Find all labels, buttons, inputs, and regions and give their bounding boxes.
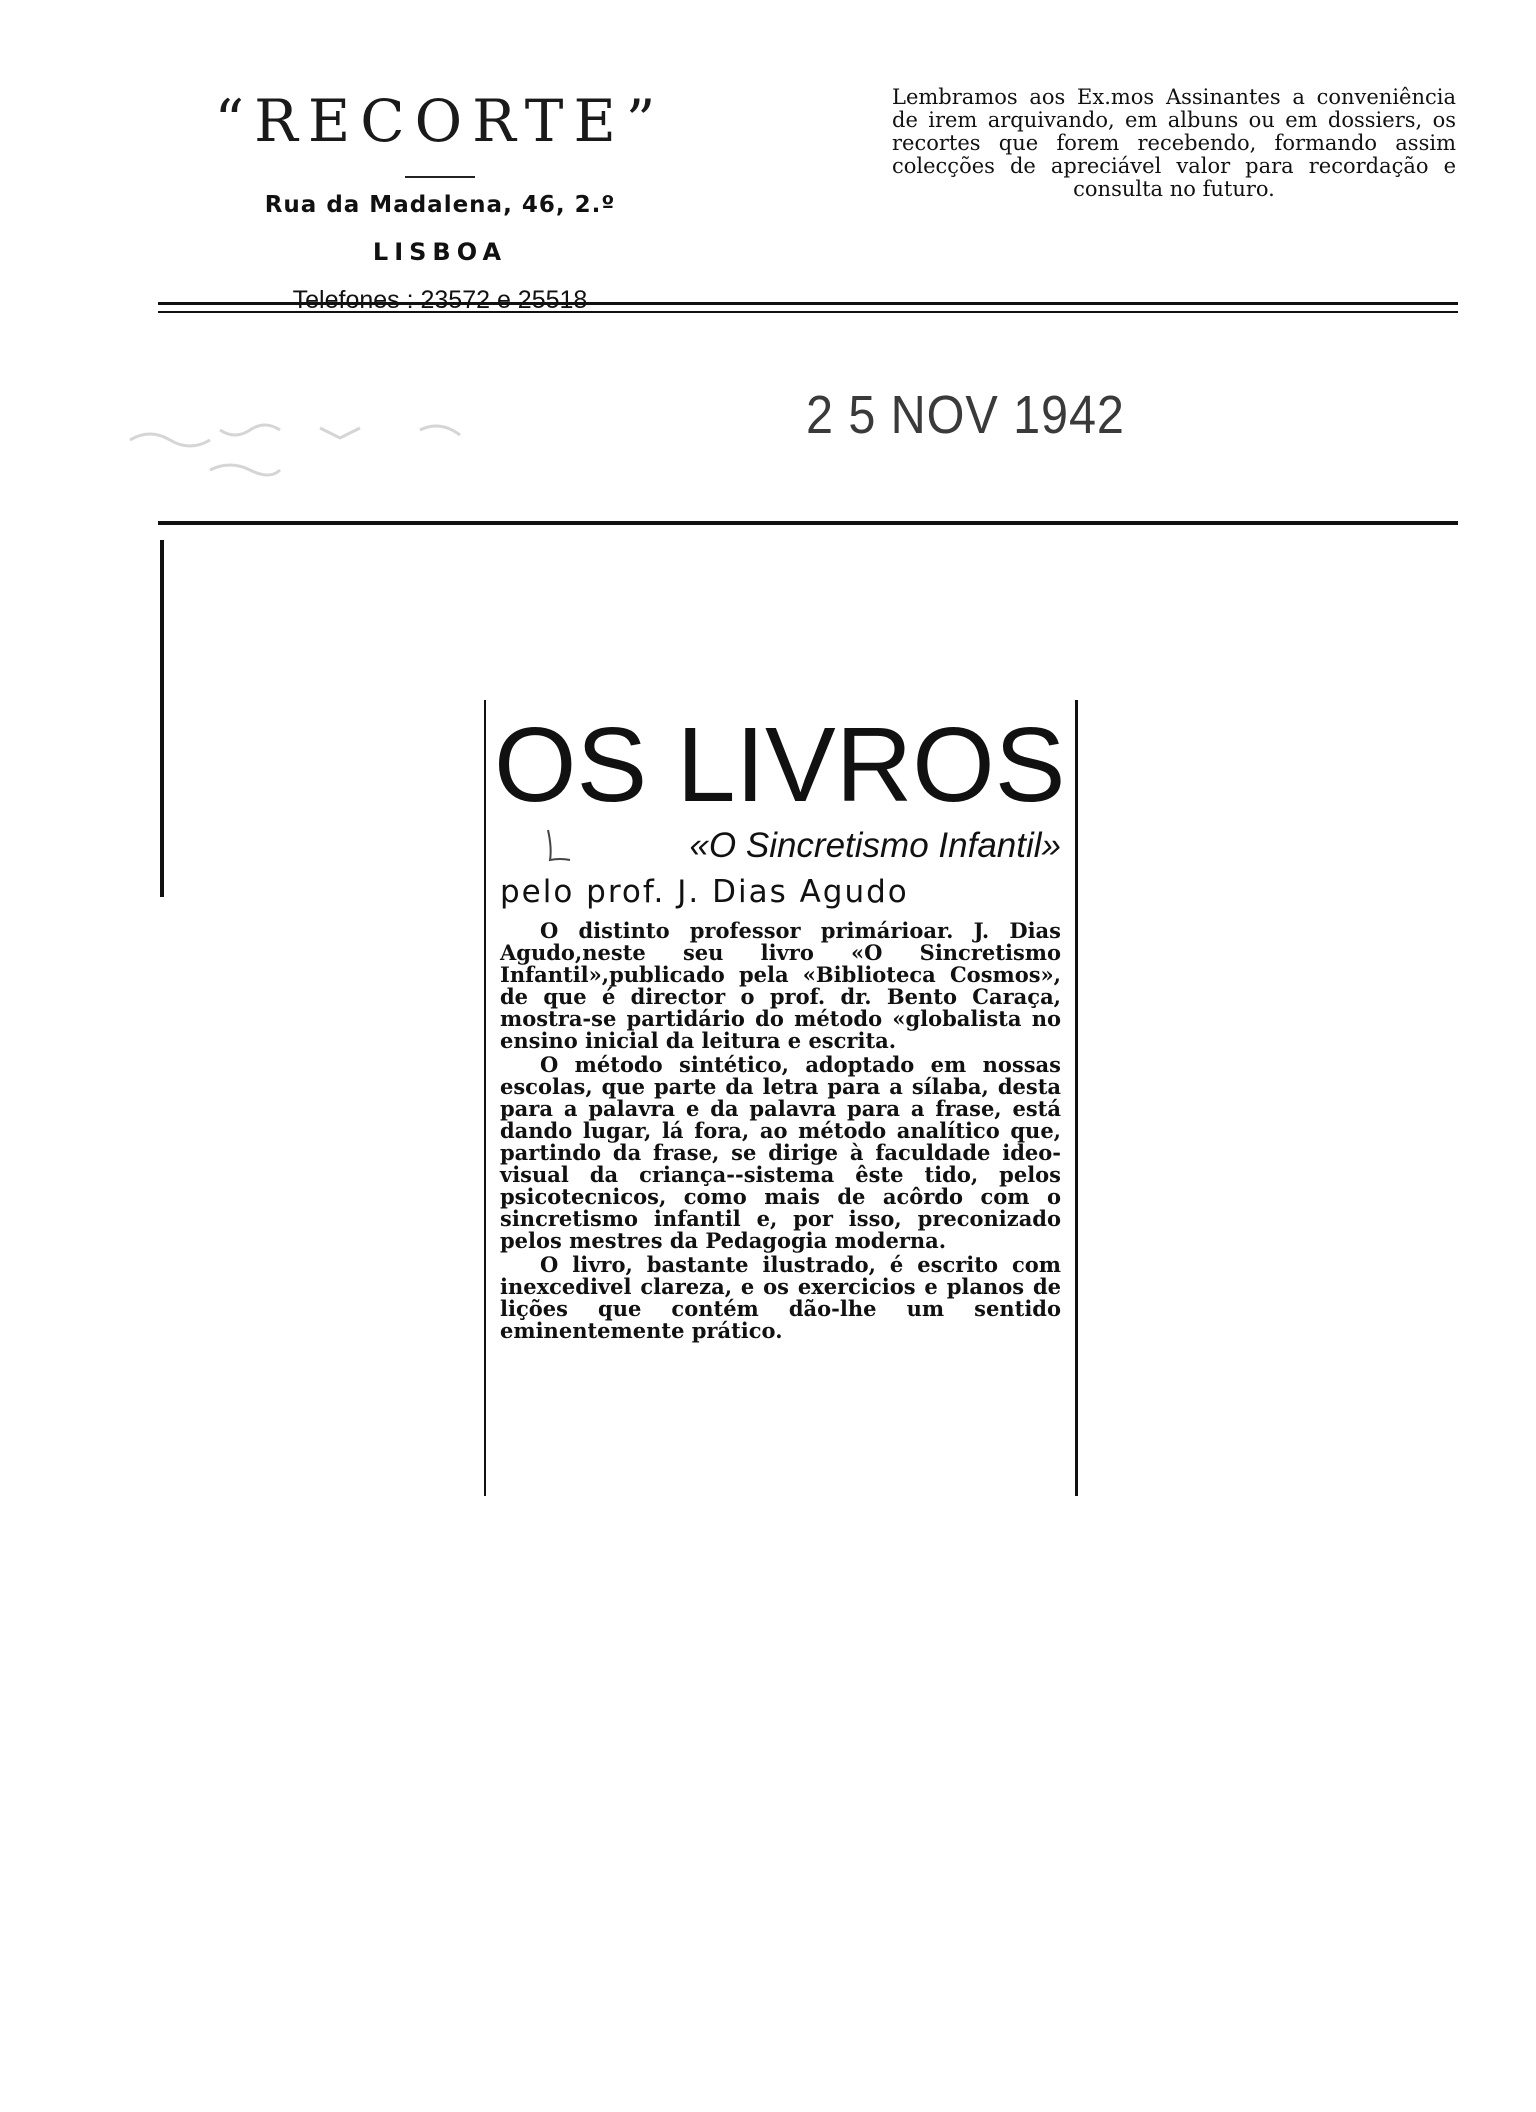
clipping-author-line: pelo prof. J. Dias Agudo (500, 874, 909, 910)
clipping-paragraph: O distinto professor primárioar. J. Dias Agudo,neste seu livro «O Sincretismo Infantil»,publicado pela «Biblioteca Cosmos», de que é director o prof. dr. Bento Caraça, mostra-se partidário do método «globalista no ensino inicial da leitura e escrita. (500, 918, 1061, 1053)
header-double-rule (158, 302, 1458, 313)
newspaper-clipping (484, 700, 1078, 1496)
clipping-paragraph: O método sintético, adoptado em nossas escolas, que parte da letra para a sílaba, desta para a palavra e da palavra para a frase, está dando lugar, lá fora, ao método analítico que, partindo da frase, se dirige à faculdade ideo-visual da criança--sistema êste tido, pelos psicotecnicos, como mais de acôrdo com o sincretismo infantil e, por isso, preconizado pelos mestres da Pedagogia moderna. (500, 1052, 1061, 1253)
clipping-book-title: «O Sincretismo Infantil» (689, 826, 1061, 865)
clipping-heading: OS LIVROS (494, 706, 1066, 824)
section-rule (158, 521, 1458, 525)
masthead-title: “RECORTE” (214, 87, 666, 155)
pencil-mark (540, 826, 580, 876)
date-stamp: 2 5 NOV 1942 (806, 385, 1125, 445)
subscriber-notice: Lembramos aos Ex.mos Assinantes a conveniência de irem arquivando, em albuns ou em dossiers, os recortes que forem recebendo, formando assim colecções de apreciável valor para recordação e consulta no futuro. (892, 85, 1456, 202)
masthead-city: LISBOA (372, 238, 508, 266)
faded-stamp-mark (120, 400, 500, 490)
left-margin-bar (160, 540, 164, 897)
masthead-phones: Telefones : 23572 e 25518 (292, 286, 588, 314)
masthead (160, 87, 720, 315)
masthead-divider (405, 176, 475, 178)
masthead-address: Rua da Madalena, 46, 2.º (264, 192, 616, 218)
clipping-paragraph: O livro, bastante ilustrado, é escrito com inexcedivel clareza, e os exercicios e planos de lições que contém dão-lhe um sentido eminentemente prático. (500, 1252, 1061, 1343)
clipping-body (500, 920, 1075, 1342)
